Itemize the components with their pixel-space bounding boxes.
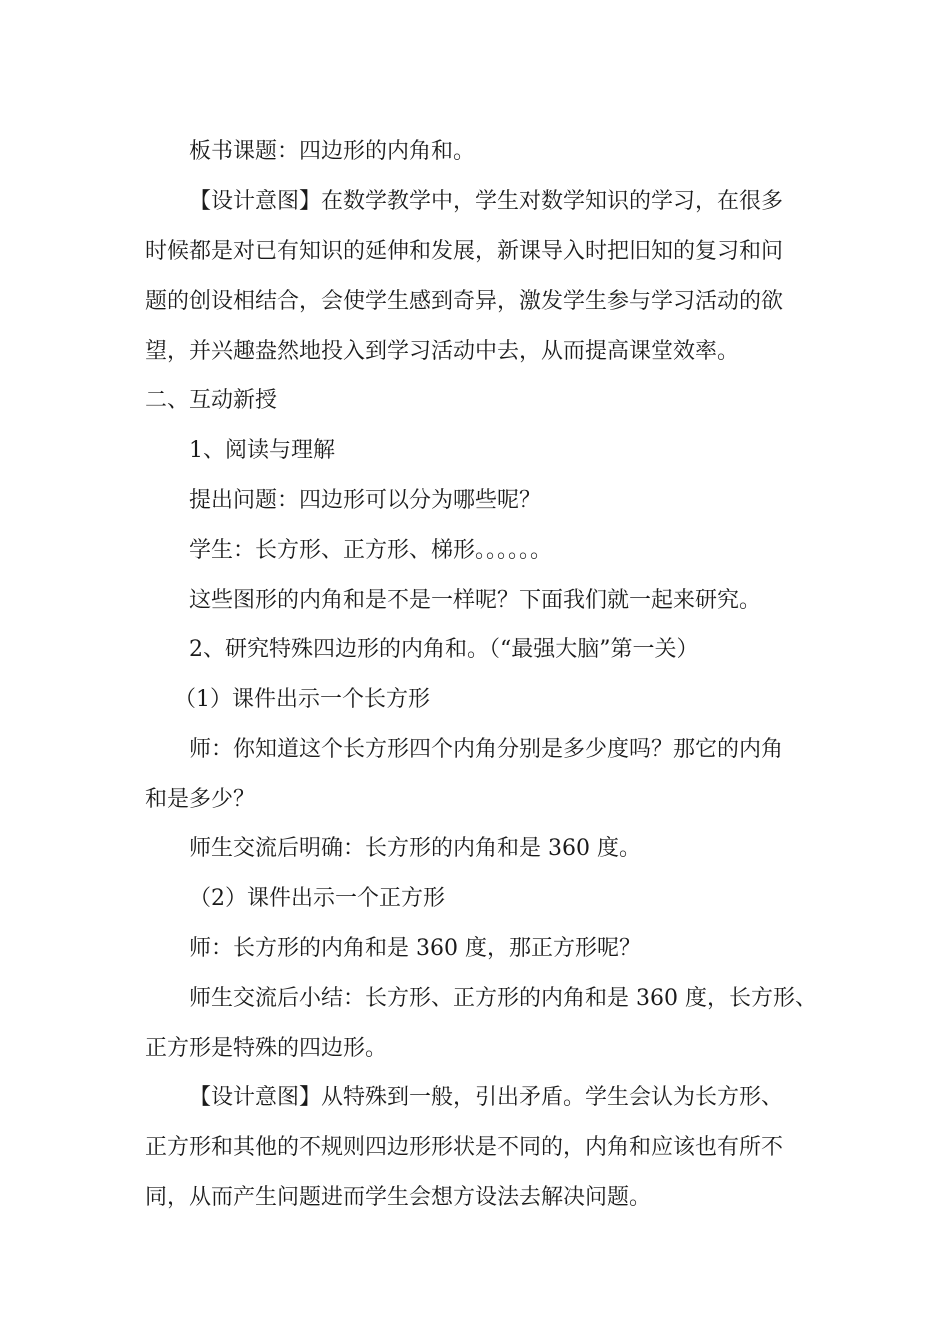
teacher-question-line-3: 师：长方形的内角和是 360 度，那正方形呢？ (189, 936, 641, 961)
question-line: 提出问题：四边形可以分为哪些呢？ (189, 488, 542, 513)
summary-line-2: 正方形是特殊的四边形。 (145, 1036, 388, 1061)
design-intent-line-3: 题的创设相结合，会使学生感到奇异，激发学生参与学习活动的欲 (145, 289, 784, 314)
student-answer-line: 学生：长方形、正方形、梯形。。。。。。 (189, 538, 553, 563)
design-intent-line-1: 【设计意图】在数学教学中，学生对数学知识的学习，在很多 (189, 189, 784, 214)
conclusion-line: 师生交流后明确：长方形的内角和是 360 度。 (189, 836, 641, 861)
step-1-heading: （1）课件出示一个长方形 (174, 687, 430, 712)
design-intent-line-4: 望，并兴趣盎然地投入到学习活动中去，从而提高课堂效率。 (145, 339, 740, 364)
teacher-question-line-2: 和是多少？ (145, 787, 256, 812)
section-heading: 二、互动新授 (145, 388, 278, 413)
design-intent-line-2: 时候都是对已有知识的延伸和发展，新课导入时把旧知的复习和问 (145, 239, 784, 264)
step-2-heading: （2）课件出示一个正方形 (189, 886, 445, 911)
teacher-question-line-1: 师：你知道这个长方形四个内角分别是多少度吗？那它的内角 (189, 737, 784, 762)
subsection-heading-1: 1、阅读与理解 (189, 438, 335, 463)
design-intent-2-line-3: 同，从而产生问题进而学生会想方设法去解决问题。 (145, 1185, 652, 1210)
design-intent-2-line-1: 【设计意图】从特殊到一般，引出矛盾。学生会认为长方形、 (189, 1085, 784, 1110)
summary-line-1: 师生交流后小结：长方形、正方形的内角和是 360 度，长方形、 (189, 986, 817, 1011)
design-intent-2-line-2: 正方形和其他的不规则四边形形状是不同的，内角和应该也有所不 (145, 1135, 784, 1160)
subsection-heading-2: 2、研究特殊四边形的内角和。（“最强大脑”第一关） (189, 637, 699, 662)
paragraph-title-line: 板书课题：四边形的内角和。 (189, 139, 476, 164)
transition-line: 这些图形的内角和是不是一样呢？下面我们就一起来研究。 (189, 588, 762, 613)
